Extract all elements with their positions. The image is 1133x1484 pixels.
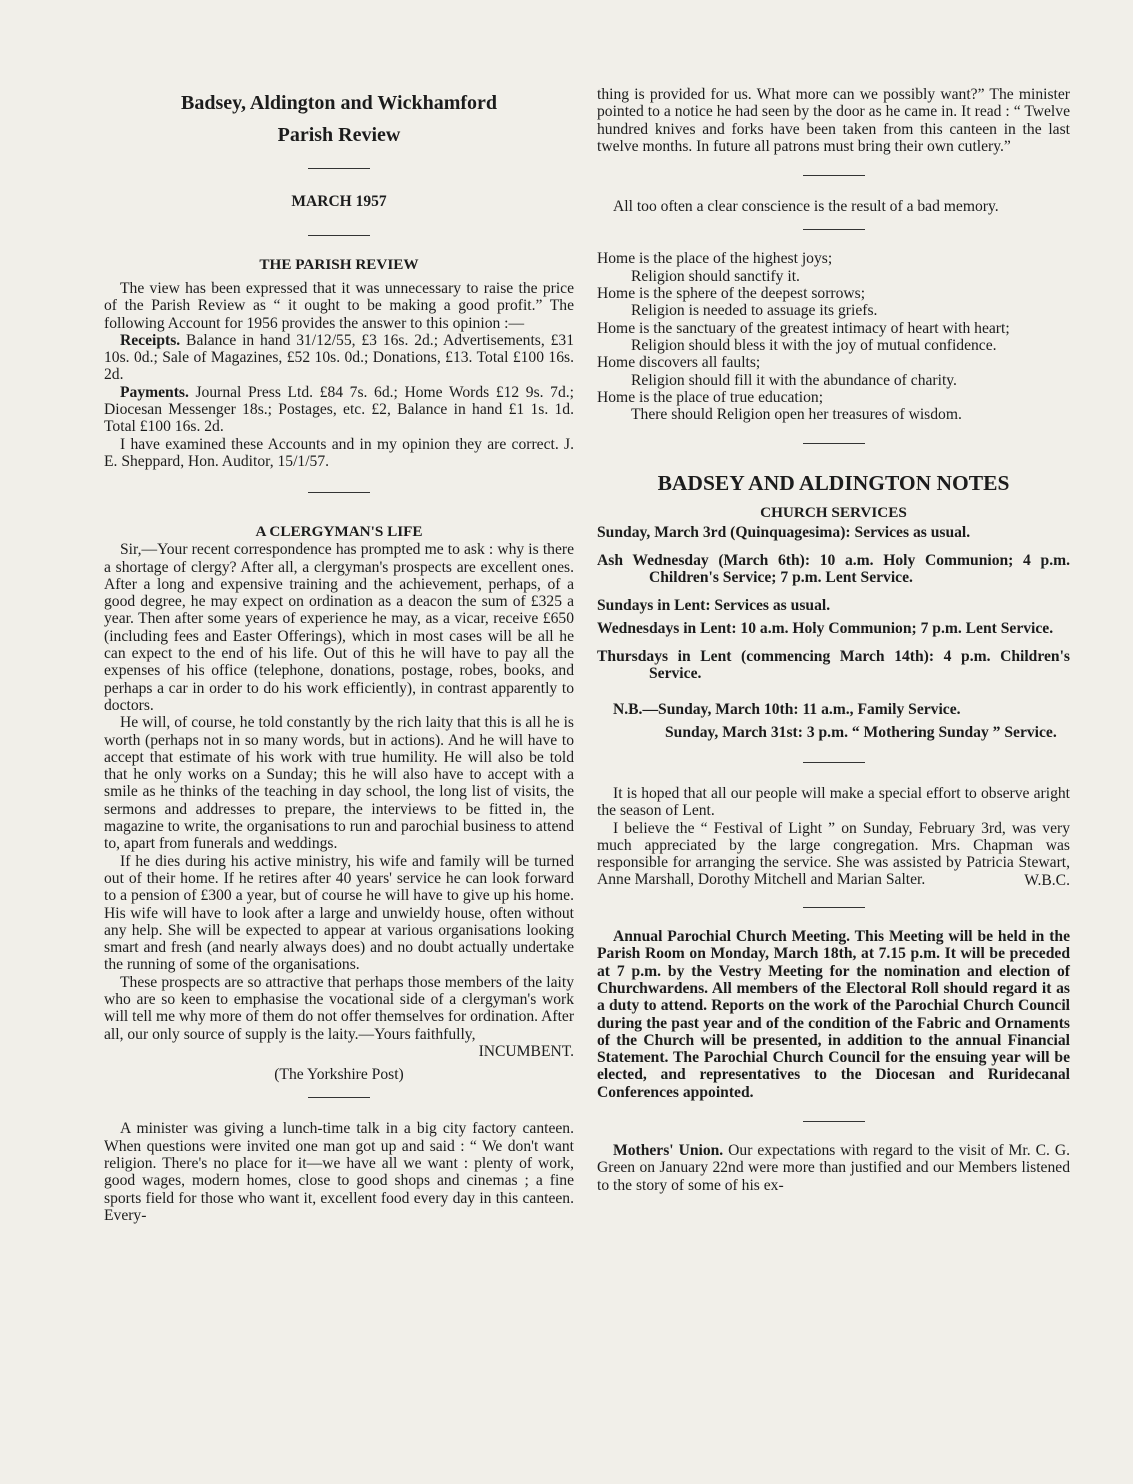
parish-review-heading: THE PARISH REVIEW bbox=[259, 256, 419, 273]
divider bbox=[803, 762, 865, 763]
lent-paragraph: It is hoped that all our people will make a special effort to observe aright the season of Lent. bbox=[597, 784, 1070, 820]
poem-line: There should Religion open her treasures of wisdom. bbox=[631, 406, 962, 424]
letter-paragraph: He will, of course, he told constantly by the rich laity that this is all he is worth (perhaps not in so many words, but in actions). And he will have to accept that estimate of his work with true humility. He will also be told that he only works on a Sunday; this he will also have to accept with a smile as he thinks of the teaching in day school, the long list of visits, the sermons and addresses to prepare, the interviews to be fitted in, the magazine to write, the organisations to run and parochial business to attend to, apart from funerals and weddings. bbox=[104, 714, 574, 853]
poem-line: Home is the place of true education; bbox=[597, 388, 824, 406]
left-column bbox=[104, 86, 574, 1224]
initials: W.B.C. bbox=[1024, 871, 1070, 889]
poem-line: Home is the place of the highest joys; bbox=[597, 250, 833, 268]
poem-line: Religion is needed to assuage its griefs. bbox=[631, 302, 878, 320]
divider bbox=[803, 175, 865, 176]
mothers-union-paragraph bbox=[597, 1142, 1070, 1194]
services-heading: CHURCH SERVICES bbox=[760, 504, 907, 522]
parish-review-intro: The view has been expressed that it was unnecessary to raise the price of the Parish Review as “ it ought to be making a good profit.” The following Account for 1956 provides the answer to this opinion :— bbox=[104, 280, 574, 332]
receipts-text: Balance in hand 31/12/55, £3 16s. 2d.; Advertisements, £31 10s. 0d.; Sale of Magazines, £52 10s. 0d.; Donations, £13. Total £100 16s. 2d. bbox=[104, 331, 574, 384]
issue-date: MARCH 1957 bbox=[291, 193, 387, 210]
masthead-subtitle: Parish Review bbox=[277, 124, 401, 146]
poem-line: Home discovers all faults; bbox=[597, 354, 761, 372]
notes-heading: BADSEY AND ALDINGTON NOTES bbox=[657, 471, 1010, 496]
divider bbox=[308, 1097, 370, 1098]
services-list bbox=[597, 524, 1070, 742]
receipts-paragraph bbox=[104, 332, 574, 384]
service-item: N.B.—Sunday, March 10th: 11 a.m., Family Service. bbox=[613, 700, 961, 718]
service-item: Sunday, March 3rd (Quinquagesima): Services as usual. bbox=[597, 524, 971, 542]
masthead-title: Badsey, Aldington and Wickhamford bbox=[180, 92, 498, 114]
divider bbox=[308, 492, 370, 493]
service-item: Wednesdays in Lent: 10 a.m. Holy Communion; 7 p.m. Lent Service. bbox=[597, 620, 1054, 638]
anecdote-part2: thing is provided for us. What more can we possibly want?” The minister pointed to a notice he had seen by the door as he came in. It read : “ Twelve hundred knives and forks have been taken from this canteen in the last twelve months. In future all patrons must bring their own cutlery.” bbox=[597, 86, 1070, 155]
auditor-note: I have examined these Accounts and in my opinion they are correct. J. E. Sheppard, Hon. Auditor, 15/1/57. bbox=[104, 435, 574, 470]
payments-text: Journal Press Ltd. £84 7s. 6d.; Home Words £12 9s. 7d.; Diocesan Messenger 18s.; Postages, etc. £2, Balance in hand £1 1s. 1d. Total £100 16s. 2d. bbox=[104, 383, 574, 436]
divider bbox=[803, 443, 865, 444]
mothers-union-text: Our expectations with regard to the visit of Mr. C. G. Green on January 22nd were more than justified and our Members listened to the story of some of his ex- bbox=[597, 1142, 1070, 1194]
parish-review-section bbox=[104, 280, 574, 470]
poem-line: Home is the sphere of the deepest sorrows; bbox=[597, 285, 866, 303]
divider bbox=[308, 235, 370, 236]
poem-line: Religion should fill it with the abundance of charity. bbox=[631, 371, 957, 389]
anecdote-part1: A minister was giving a lunch-time talk in a big city factory canteen. When questions were invited one man got up and said : “ We don't want religion. There's no place for it—we have all we want : plenty of work, good wages, modern homes, close to good shops and cinemas ; a fine sports field for those who want it, excellent food every day in this canteen. Every- bbox=[104, 1120, 574, 1224]
letter-signature: INCUMBENT. bbox=[478, 1042, 574, 1060]
poem-line: Religion should bless it with the joy of mutual confidence. bbox=[631, 336, 997, 354]
service-item: Thursdays in Lent (commencing March 14th): 4 p.m. Children's Service. bbox=[597, 647, 1070, 683]
parochial-meeting-notice: Annual Parochial Church Meeting. This Meeting will be held in the Parish Room on Monday, March 18th, at 7.15 p.m. It will be preceded at 7 p.m. by the Vestry Meeting for the nomination and election of Churchwardens. All members of the Electoral Roll should regard it as a duty to attend. Reports on the work of the Parochial Church Council during the past year and of the condition of the Fabric and Ornaments of the Church will be presented, in addition to the annual Financial Statement. The Parochial Church Council for the ensuing year will be elected, and representatives to the Diocesan and Ruridecanal Conferences appointed. bbox=[597, 928, 1070, 1101]
letter-paragraph: Sir,—Your recent correspondence has prompted me to ask : why is there a shortage of clergy? After all, a clergyman's prospects are excellent ones. After a long and expensive training and the achievement, perhaps, of a good degree, he may expect on ordination as a deacon the sum of £325 a year. Then after some years of experience he may, as a vicar, receive £650 (including fees and Easter Offerings), which in most cases will be all he can expect to the end of his life. Out of this he will have to pay all the expenses of his office (telephone, donations, postage, robes, books, and perhaps a car in order to do his work efficiently), in contrast apparently to doctors. bbox=[104, 541, 574, 714]
conscience-saying: All too often a clear conscience is the result of a bad memory. bbox=[613, 198, 999, 216]
clergyman-heading: A CLERGYMAN'S LIFE bbox=[255, 523, 423, 541]
divider bbox=[803, 1121, 865, 1122]
letter-paragraph: These prospects are so attractive that perhaps those members of the laity who are so keen to emphasise the vocational side of a clergyman's work will tell me why more of them do not offer themselves for ordination. After all, our only source of supply is the laity.—Yours faithfully, bbox=[104, 973, 575, 1043]
letter-paragraph: If he dies during his active ministry, his wife and family will be turned out of their home. If he retires after 40 years' service he can look forward to a pension of £300 a year, but of course he will have to give up his home. His wife will have to look after a large and unwieldy house, often without any help. She will be expected to appear at various organisations looking smart and fresh (and nearly always does) and no doubt actually undertake the running of some of the organisations. bbox=[104, 852, 574, 974]
poem-line: Home is the sanctuary of the greatest intimacy of heart with heart; bbox=[597, 319, 1010, 337]
right-column bbox=[597, 86, 1070, 1194]
festival-paragraph: I believe the “ Festival of Light ” on Sunday, February 3rd, was very much appreciated by the large congregation. Mrs. Chapman was responsible for arranging the service. She was assisted by Patricia Stewart, Anne Marshall, Dorothy Mitchell and Marian Salter. bbox=[597, 819, 1070, 889]
clergyman-letter bbox=[104, 541, 574, 1083]
receipts-label: Receipts. bbox=[120, 331, 181, 349]
divider bbox=[803, 907, 865, 908]
service-item: Sundays in Lent: Services as usual. bbox=[597, 596, 831, 614]
service-item: Sunday, March 31st: 3 p.m. “ Mothering Sunday ” Service. bbox=[665, 724, 1057, 742]
letter-source: (The Yorkshire Post) bbox=[274, 1066, 404, 1084]
divider bbox=[803, 229, 865, 230]
mothers-union-label: Mothers' Union. bbox=[613, 1142, 724, 1159]
poem-line: Religion should sanctify it. bbox=[631, 267, 800, 285]
divider bbox=[308, 168, 370, 169]
service-item: Ash Wednesday (March 6th): 10 a.m. Holy Communion; 4 p.m. Children's Service; 7 p.m. Lent Service. bbox=[597, 551, 1070, 587]
home-poem bbox=[597, 250, 1070, 423]
payments-paragraph bbox=[104, 384, 574, 436]
payments-label: Payments. bbox=[120, 383, 189, 401]
